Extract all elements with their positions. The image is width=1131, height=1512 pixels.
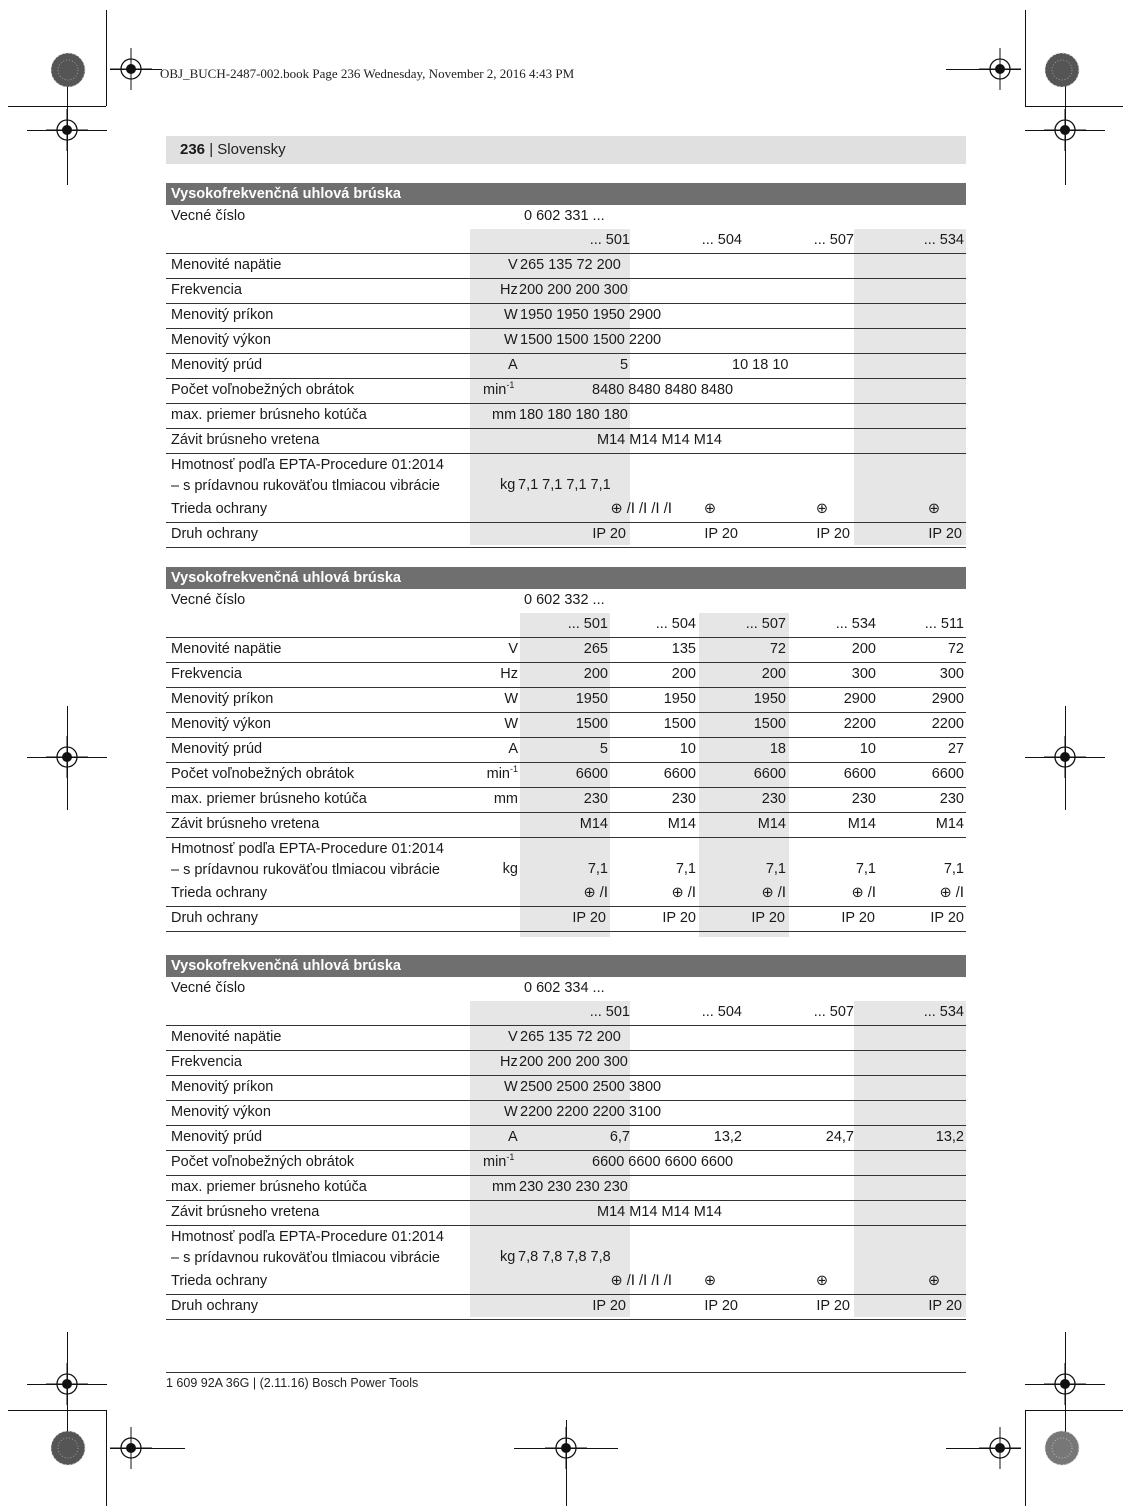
row-values: 2200 2200 2200 3100 [520,1104,662,1120]
spec-table-2 [166,567,966,932]
row-value: IP 20 [751,910,785,926]
row-unit: W [504,1104,518,1120]
row-label: Menovitý prúd [171,1129,263,1145]
table-title: Vysokofrekvenčná uhlová brúska [166,955,966,977]
row-value: 200 [761,666,786,682]
table-row [166,838,966,882]
unit-text: min [483,1154,507,1170]
row-value: 230 [939,791,964,807]
row-value: M14 [847,816,876,832]
row-value: 24,7 [825,1129,854,1145]
row-label: Trieda ochrany [171,501,268,517]
row-value: 7,1 [675,861,696,877]
table-row [166,404,966,429]
part-number: 0 602 332 ... [524,592,605,608]
registration-mark-icon [1044,109,1086,151]
row-unit: V [508,257,518,273]
row-label: Trieda ochrany [171,1273,268,1289]
row-value: 7,1 [943,861,964,877]
unit-text: Hz [500,666,518,682]
variant: ... 501 [589,232,630,248]
row-value: 265 [583,641,608,657]
protection-class-icon: ⊕ /Ⅰ [583,885,608,901]
row-unit: A [508,1129,518,1145]
row-value: 200 [851,641,876,657]
row-label: Druh ochrany [171,1298,259,1314]
table-row [166,523,966,548]
row-label: Hmotnosť podľa EPTA-Procedure 01:2014 [171,841,444,857]
registration-mark-icon [1044,1363,1086,1405]
protection-class-icon: ⊕ [703,1273,716,1289]
registration-mark-icon [1044,736,1086,778]
registration-mark-icon [46,736,88,778]
unit-text: min [483,382,507,398]
row-value: 1950 [663,691,696,707]
row-label: Hmotnosť podľa EPTA-Procedure 01:2014 [171,457,444,473]
row-value: IP 20 [662,910,696,926]
row-value: 230 [583,791,608,807]
table-row [166,254,966,279]
row-value: 1500 [753,716,786,732]
spec-table-1 [166,183,966,548]
row-value: 6600 [663,766,696,782]
row-value: 2200 [931,716,964,732]
row-unit [503,861,518,877]
row-value: 7,1 [855,861,876,877]
registration-mark-icon [46,1363,88,1405]
row-label: – s prídavnou rukoväťou tlmiacou vibrácie [171,478,440,494]
unit-text: W [504,691,518,707]
protection-class-icon: ⊕ /Ⅰ [761,885,786,901]
row-value: 13,2 [713,1129,742,1145]
protection-class-icon: ⊕ [815,501,828,517]
row-value: 5 [599,741,608,757]
table-row [166,1226,966,1270]
crop-mark [8,1410,106,1411]
variant: ... 534 [923,232,964,248]
variant-row [166,613,966,638]
row-value: IP 20 [572,910,606,926]
unit-text: W [504,716,518,732]
row-value: 300 [939,666,964,682]
row-label: Počet voľnobežných obrátok [171,766,355,782]
row-label: Menovitý výkon [171,332,271,348]
protection-class-icon: ⊕ /Ⅰ /Ⅰ /Ⅰ /Ⅰ [610,1273,672,1289]
unit-text: mm [493,791,518,807]
variant: ... 501 [589,1004,630,1020]
unit-text: V [508,641,518,657]
row-value: 2900 [843,691,876,707]
table-row [166,1295,966,1320]
table-row [166,738,966,763]
row-label: Frekvencia [171,666,242,682]
row-values: 7,1 7,1 7,1 7,1 [518,477,611,493]
row-label: Menovitý príkon [171,1079,274,1095]
row-label: Menovitý výkon [171,1104,271,1120]
row-value: IP 20 [592,526,626,542]
unit-text: A [508,741,518,757]
crop-mark [106,1410,107,1506]
row-value: IP 20 [928,1298,962,1314]
row-value: 6600 [843,766,876,782]
row-unit [508,641,518,657]
protection-class-icon: ⊕ [815,1273,828,1289]
crop-mark [1025,1410,1123,1411]
row-values: 8480 8480 8480 8480 [592,382,734,398]
unit-text: kg [502,861,518,877]
row-label: Vecné číslo [171,592,246,608]
page-language: Slovensky [217,141,286,158]
crop-mark [1025,106,1123,107]
part-number: 0 602 331 ... [524,208,605,224]
registration-mark-icon [979,48,1021,90]
row-label: Závit brúsneho vretena [171,432,320,448]
row-unit [483,1154,514,1170]
variant: ... 507 [745,616,786,632]
row-value: 300 [851,666,876,682]
protection-class-icon: ⊕ /Ⅰ [851,885,876,901]
row-label: Počet voľnobežných obrátok [171,1154,355,1170]
row-value: M14 [757,816,786,832]
table-row [166,688,966,713]
protection-class-icon: ⊕ [927,501,940,517]
row-label: Menovité napätie [171,1029,282,1045]
row-values: 10 18 10 [732,357,789,373]
book-header: OBJ_BUCH-2487-002.book Page 236 Wednesday, November 2, 2016 4:43 PM [160,66,575,81]
table-row [166,354,966,379]
variant: ... 534 [923,1004,964,1020]
row-label: Menovité napätie [171,257,282,273]
registration-mark-icon [46,109,88,151]
row-value: 1950 [575,691,608,707]
row-label: Menovitý prúd [171,357,263,373]
row-unit [508,741,518,757]
table-title: Vysokofrekvenčná uhlová brúska [166,567,966,589]
table-row [166,882,966,907]
part-number-row [166,589,966,613]
row-label: Trieda ochrany [171,885,268,901]
table-row [166,788,966,813]
table-row [166,498,966,523]
row-value: 200 [583,666,608,682]
row-value: 6600 [575,766,608,782]
row-unit: A [508,357,518,373]
row-unit: W [504,332,518,348]
variant: ... 504 [701,232,742,248]
row-values: 265 135 72 200 [520,257,621,273]
protection-class-icon: ⊕ [927,1273,940,1289]
variant: ... 511 [924,616,964,632]
table-row [166,279,966,304]
table-row [166,1101,966,1126]
table-row [166,1151,966,1176]
row-values: 6600 6600 6600 6600 [592,1154,734,1170]
table-row [166,907,966,932]
row-value: 10 [859,741,876,757]
table-title: Vysokofrekvenčná uhlová brúska [166,183,966,205]
variant: ... 507 [813,232,854,248]
row-values: 230 230 230 230 [519,1179,628,1195]
row-values: M14 M14 M14 M14 [597,432,722,448]
row-label: Druh ochrany [171,910,259,926]
variant-row [166,229,966,254]
color-target-icon [1044,1430,1080,1466]
page-number: 236 [180,141,206,158]
row-unit [494,791,518,807]
row-value: 1500 [663,716,696,732]
registration-mark-icon [979,1427,1021,1469]
row-label: Menovitý príkon [171,307,274,323]
variant: ... 504 [701,1004,742,1020]
table-row [166,329,966,354]
row-value: IP 20 [816,1298,850,1314]
table-row [166,1270,966,1295]
page-header [166,136,966,164]
row-label: Frekvencia [171,282,242,298]
table-row [166,713,966,738]
row-value: 135 [671,641,696,657]
row-unit: V [508,1029,518,1045]
crop-mark [106,10,107,106]
row-unit [483,382,514,398]
table-row [166,763,966,788]
crop-mark [1025,1410,1026,1506]
row-label: max. priemer brúsneho kotúča [171,407,367,423]
row-label: max. priemer brúsneho kotúča [171,1179,367,1195]
row-value: 6,7 [609,1129,630,1145]
row-value: IP 20 [704,1298,738,1314]
table-body [166,638,966,882]
row-value: 72 [947,641,964,657]
part-number: 0 602 334 ... [524,980,605,996]
unit-text: min [486,766,510,782]
table-row [166,1076,966,1101]
table-row [166,429,966,454]
row-values: M14 M14 M14 M14 [597,1204,722,1220]
row-value: 1950 [753,691,786,707]
row-values: 7,8 7,8 7,8 7,8 [518,1249,611,1265]
row-value: IP 20 [841,910,875,926]
row-value: 6600 [931,766,964,782]
table-row [166,1051,966,1076]
spec-table-3 [166,955,966,1320]
row-value: IP 20 [930,910,964,926]
row-unit: Hz [500,1054,518,1070]
unit-exponent: -1 [506,380,515,391]
part-number-row [166,977,966,1001]
row-value: M14 [667,816,696,832]
table-row [166,638,966,663]
crop-mark [1025,10,1026,106]
color-target-icon [50,52,86,88]
registration-mark-icon [545,1427,587,1469]
row-value: 230 [671,791,696,807]
row-values: 1500 1500 1500 2200 [520,332,662,348]
protection-class-icon: ⊕ [703,501,716,517]
protection-class-icon: ⊕ /Ⅰ [671,885,696,901]
variant: ... 501 [567,616,608,632]
row-values: 5 [620,357,629,373]
color-target-icon [50,1430,86,1466]
unit-exponent: -1 [509,764,518,775]
table-row [166,379,966,404]
protection-class-icon: ⊕ /Ⅰ [939,885,964,901]
row-value: 200 [671,666,696,682]
protection-class-icon: ⊕ /Ⅰ /Ⅰ /Ⅰ /Ⅰ [610,501,672,517]
row-value: IP 20 [928,526,962,542]
row-value: 2900 [931,691,964,707]
table-row [166,1176,966,1201]
row-value: 230 [851,791,876,807]
registration-mark-icon [110,1427,152,1469]
row-value: 6600 [753,766,786,782]
row-value: 2200 [843,716,876,732]
row-value: 72 [769,641,786,657]
row-value: 7,1 [765,861,786,877]
row-unit: mm [492,1179,517,1195]
row-values: 265 135 72 200 [520,1029,621,1045]
row-unit: W [504,1079,518,1095]
row-label: Menovité napätie [171,641,282,657]
row-unit [504,691,518,707]
color-target-icon [1044,52,1080,88]
row-values: 2500 2500 2500 3800 [520,1079,662,1095]
row-label: Menovitý prúd [171,741,263,757]
page-separator: | [205,141,218,158]
variant: ... 504 [655,616,696,632]
table-row [166,813,966,838]
row-unit [487,766,518,782]
row-values: 200 200 200 300 [519,1054,628,1070]
row-values: 180 180 180 180 [519,407,628,423]
row-value: IP 20 [592,1298,626,1314]
page-footer: 1 609 92A 36G | (2.11.16) Bosch Power Tools [166,1376,419,1390]
row-value: IP 20 [704,526,738,542]
registration-mark-icon [110,48,152,90]
row-label: Frekvencia [171,1054,242,1070]
row-label: Menovitý príkon [171,691,274,707]
row-unit [500,666,518,682]
row-label: Závit brúsneho vretena [171,816,320,832]
row-value: M14 [935,816,964,832]
variant: ... 534 [835,616,876,632]
row-label: Hmotnosť podľa EPTA-Procedure 01:2014 [171,1229,444,1245]
table-row [166,1201,966,1226]
part-number-row [166,205,966,229]
row-value: 18 [769,741,786,757]
row-label: Menovitý výkon [171,716,271,732]
row-label: Druh ochrany [171,526,259,542]
row-unit: kg [500,477,516,493]
row-values: 1950 1950 1950 2900 [520,307,662,323]
table-row [166,454,966,498]
row-value: 230 [761,791,786,807]
row-label: max. priemer brúsneho kotúča [171,791,367,807]
row-value: 7,1 [587,861,608,877]
variant-row [166,1001,966,1026]
row-value: 13,2 [935,1129,964,1145]
row-label: – s prídavnou rukoväťou tlmiacou vibrácie [171,862,440,878]
row-value: M14 [579,816,608,832]
row-value: 1500 [575,716,608,732]
row-label: Závit brúsneho vretena [171,1204,320,1220]
row-unit: Hz [500,282,518,298]
table-row [166,1026,966,1051]
row-label: – s prídavnou rukoväťou tlmiacou vibrácie [171,1250,440,1266]
row-label: Vecné číslo [171,208,246,224]
variant: ... 507 [813,1004,854,1020]
table-row [166,663,966,688]
row-values: 200 200 200 300 [519,282,628,298]
row-label: Počet voľnobežných obrátok [171,382,355,398]
row-value: 10 [679,741,696,757]
row-value: IP 20 [816,526,850,542]
footer-divider [166,1372,966,1373]
row-value: 27 [947,741,964,757]
row-unit: mm [492,407,517,423]
table-row [166,1126,966,1151]
table-row [166,304,966,329]
row-unit: W [504,307,518,323]
row-label: Vecné číslo [171,980,246,996]
row-unit [504,716,518,732]
crop-mark [8,106,106,107]
row-unit: kg [500,1249,516,1265]
unit-exponent: -1 [506,1152,515,1163]
